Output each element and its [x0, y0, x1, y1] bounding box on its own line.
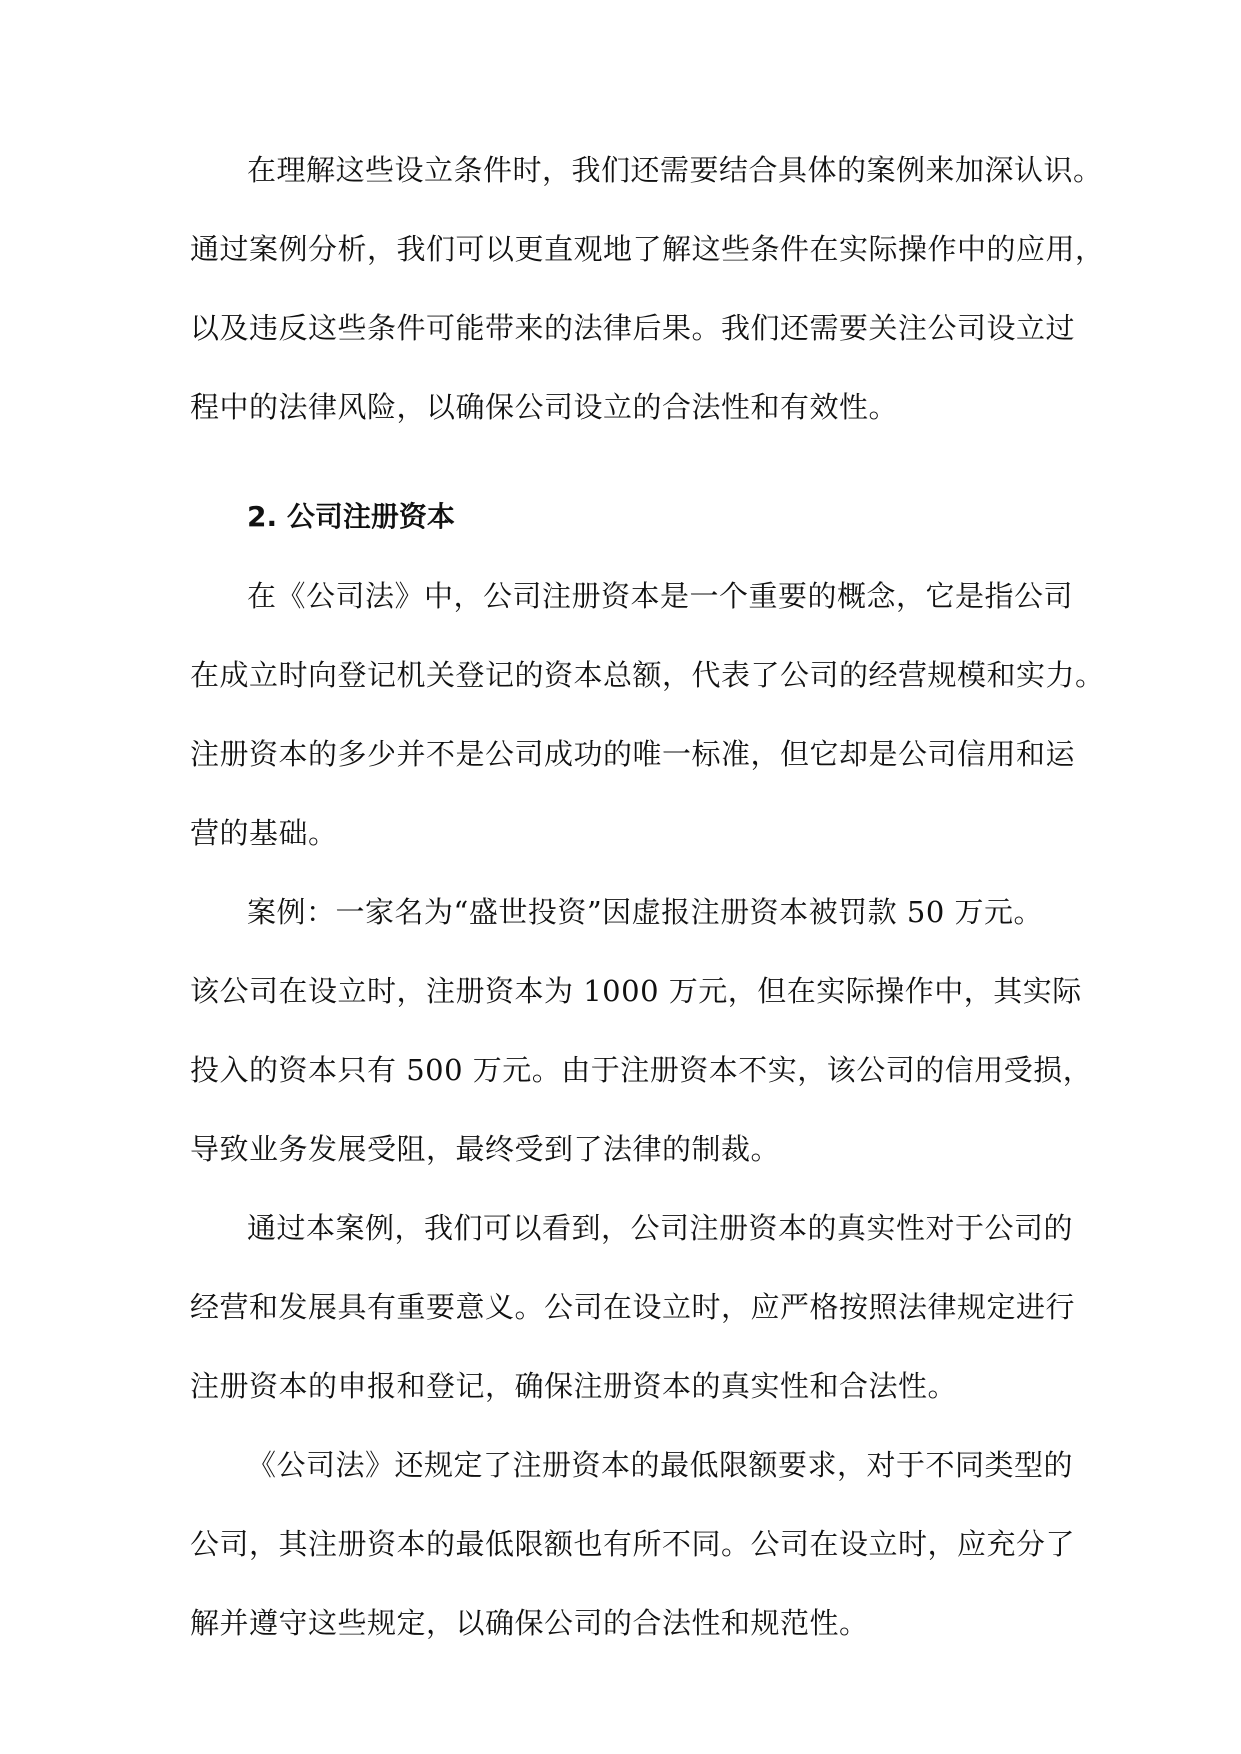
paragraph-line: 通过案例分析，我们可以更直观地了解这些条件在实际操作中的应用， [190, 232, 1105, 266]
paragraph-line: 营的基础。 [190, 816, 338, 850]
paragraph-line: 以及违反这些条件可能带来的法律后果。我们还需要关注公司设立过 [190, 311, 1076, 345]
paragraph-line: 通过本案例，我们可以看到，公司注册资本的真实性对于公司的 [247, 1211, 1074, 1245]
section-heading: 2. 公司注册资本 [247, 500, 455, 533]
paragraph-line: 解并遵守这些规定，以确保公司的合法性和规范性。 [190, 1606, 869, 1640]
paragraph-line: 经营和发展具有重要意义。公司在设立时，应严格按照法律规定进行 [190, 1290, 1076, 1324]
paragraph-line: 注册资本的申报和登记，确保注册资本的真实性和合法性。 [190, 1369, 958, 1403]
paragraph-line: 案例：一家名为“盛世投资”因虚报注册资本被罚款 50 万元。 [247, 895, 1043, 929]
paragraph-line: 在理解这些设立条件时，我们还需要结合具体的案例来加深认识。 [247, 153, 1103, 187]
paragraph-line: 投入的资本只有 500 万元。由于注册资本不实，该公司的信用受损， [190, 1053, 1093, 1087]
paragraph-line: 在《公司法》中，公司注册资本是一个重要的概念，它是指公司 [247, 579, 1074, 613]
paragraph-line: 导致业务发展受阻，最终受到了法律的制裁。 [190, 1132, 781, 1166]
paragraph-line: 注册资本的多少并不是公司成功的唯一标准，但它却是公司信用和运 [190, 737, 1076, 771]
paragraph-line: 该公司在设立时，注册资本为 1000 万元，但在实际操作中，其实际 [190, 974, 1082, 1008]
paragraph-line: 公司，其注册资本的最低限额也有所不同。公司在设立时，应充分了 [190, 1527, 1076, 1561]
paragraph-line: 程中的法律风险，以确保公司设立的合法性和有效性。 [190, 390, 899, 424]
paragraph-line: 在成立时向登记机关登记的资本总额，代表了公司的经营规模和实力。 [190, 658, 1105, 692]
paragraph-line: 《公司法》还规定了注册资本的最低限额要求，对于不同类型的 [247, 1448, 1074, 1482]
